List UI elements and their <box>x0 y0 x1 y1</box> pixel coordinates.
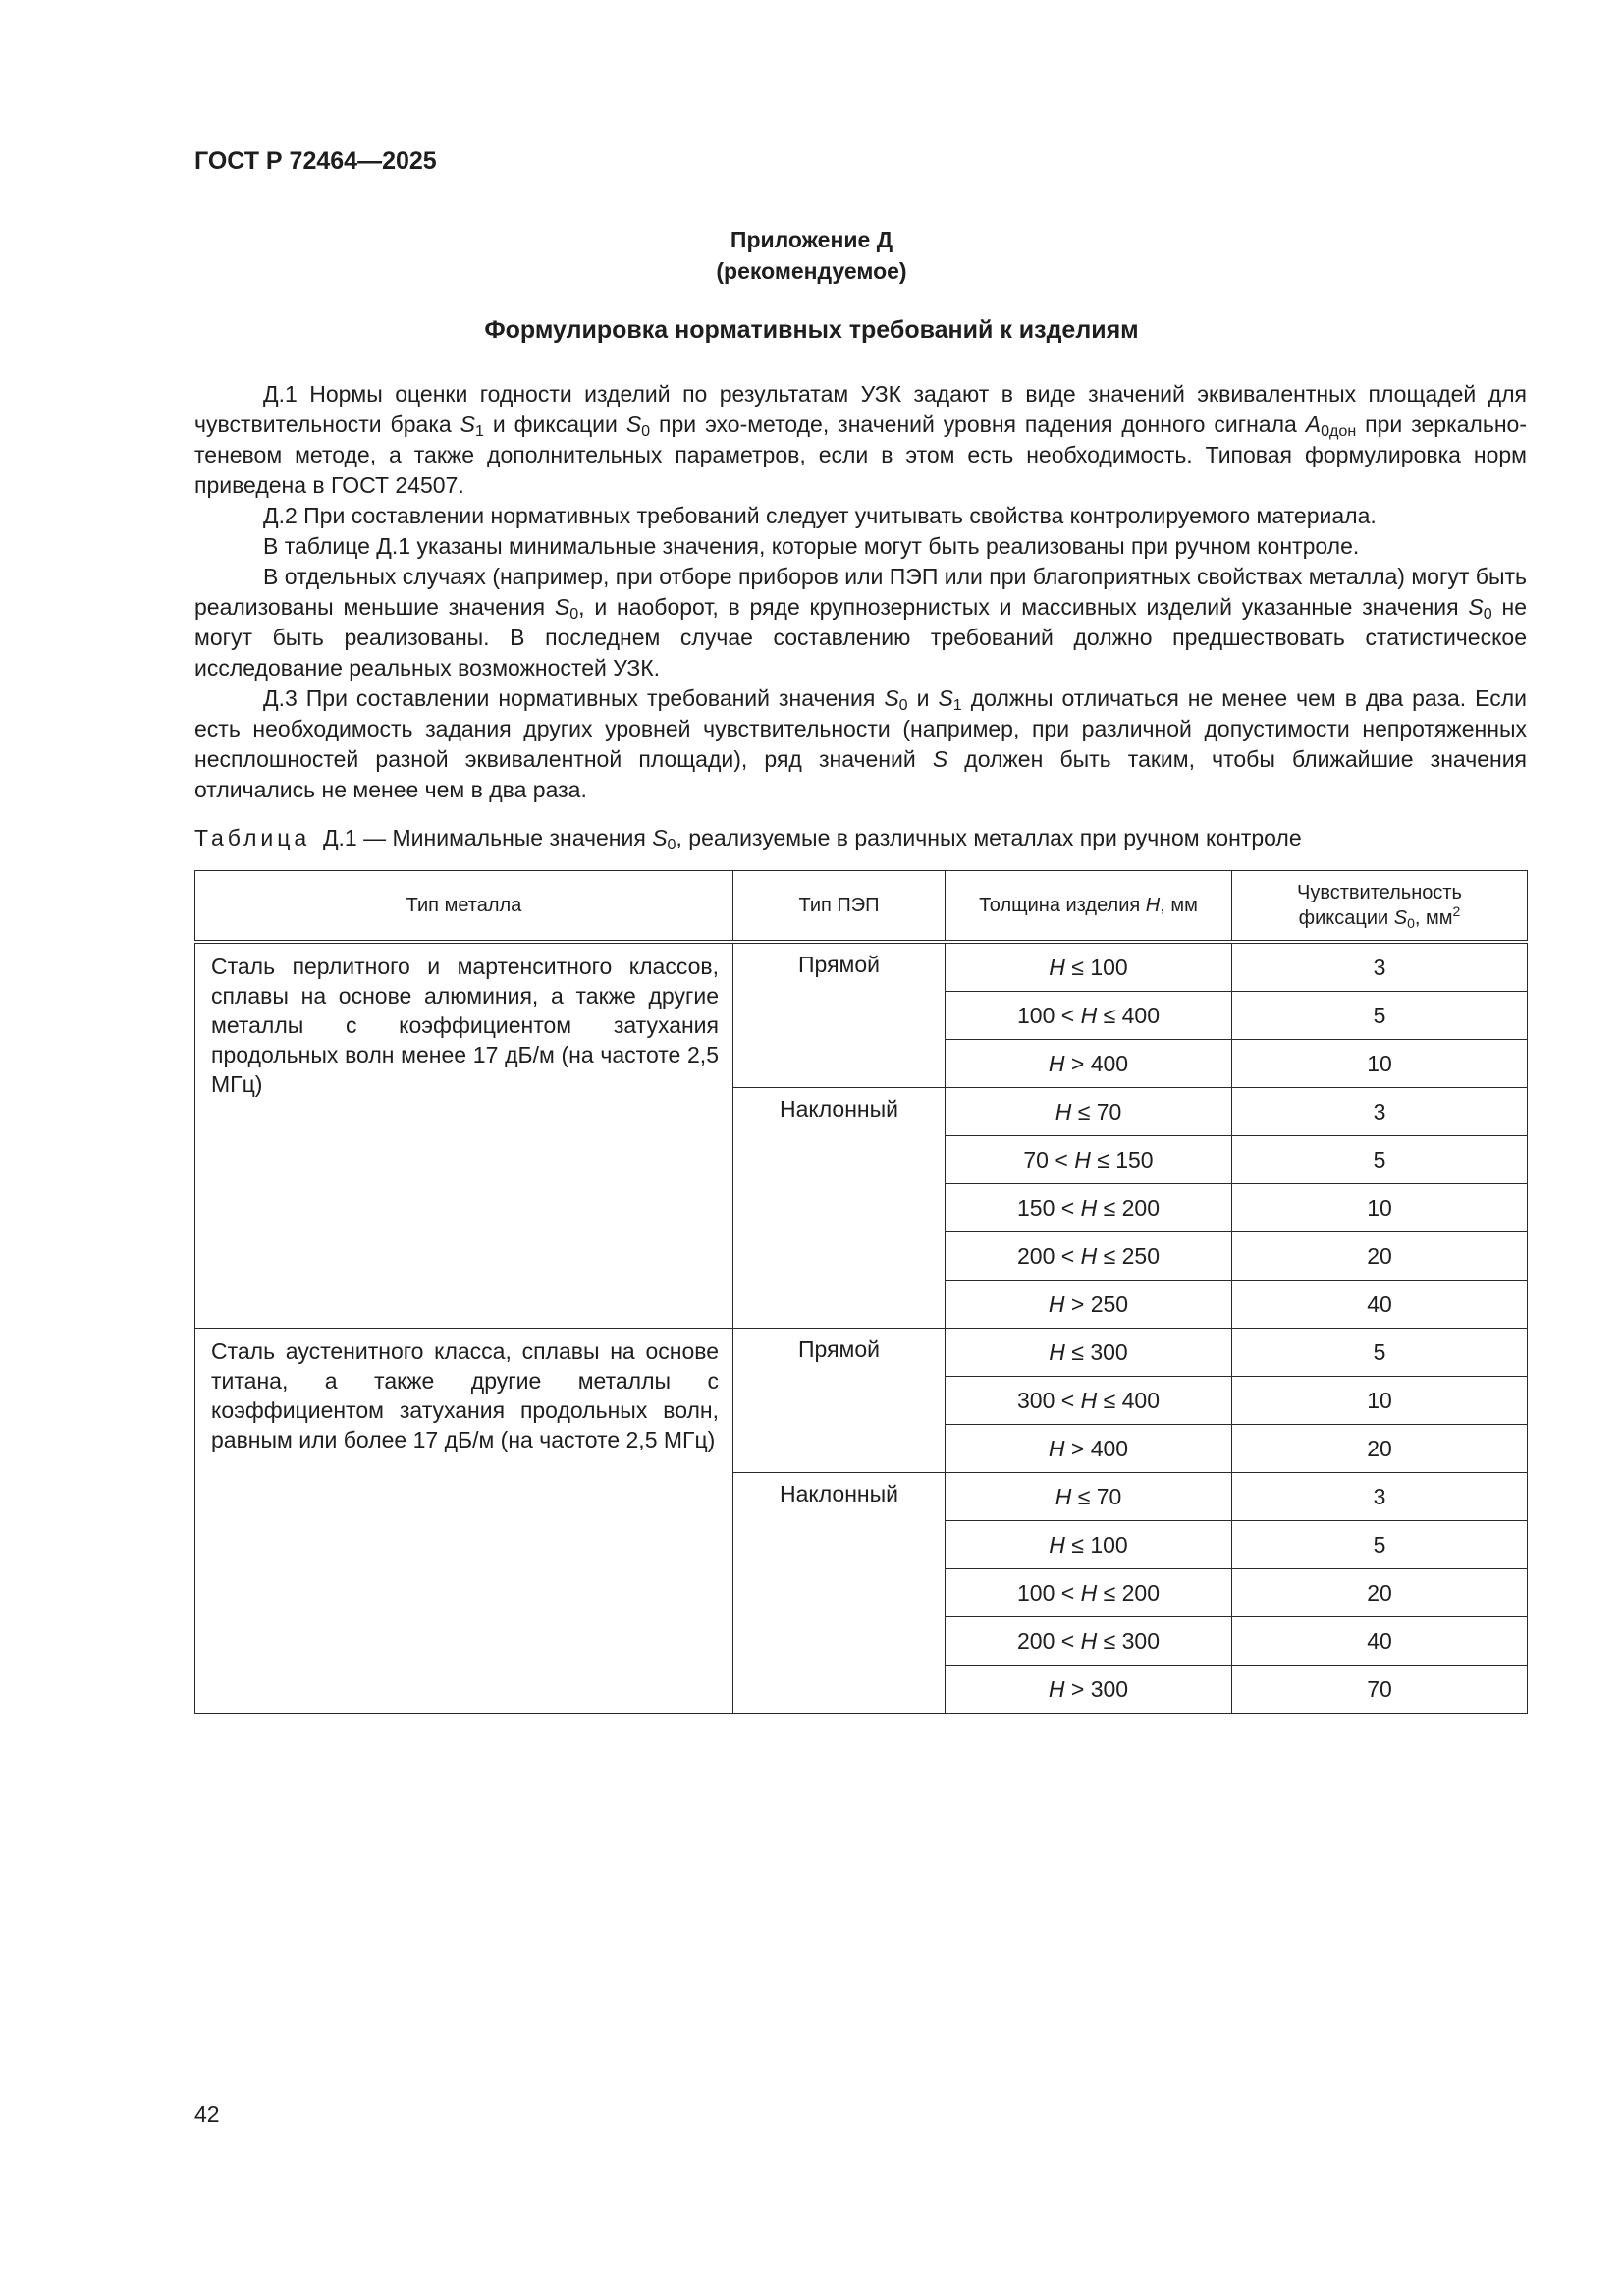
symbol: S <box>938 685 953 711</box>
text-run: 200 < <box>1017 1242 1081 1269</box>
symbol: H <box>1048 1675 1065 1702</box>
sensitivity-value-cell: 20 <box>1232 1425 1528 1473</box>
probe-type-cell: Наклонный <box>733 1088 946 1329</box>
subscript: 0дон <box>1321 422 1357 440</box>
subscript: 0 <box>1483 605 1492 623</box>
symbol: H <box>1049 954 1065 980</box>
table-caption-label: Таблица <box>194 825 311 850</box>
symbol: A <box>1305 411 1322 437</box>
text-run: 100 < <box>1017 1579 1081 1606</box>
text-run: 150 < <box>1017 1194 1081 1221</box>
symbol: S <box>932 746 948 772</box>
paragraph-d2: Д.2 При составлении нормативных требований следует учитывать свойства контролируемого материала. <box>263 503 1377 528</box>
symbol: H <box>1080 1194 1098 1221</box>
text-run: В отдельных случаях (например, при отборе приборов или ПЭП или при благоприятных свойствах металла) могут быть реализованы меньшие значения <box>194 564 1527 620</box>
text-run: фиксации <box>1298 907 1394 929</box>
header-sensitivity <box>1232 871 1528 943</box>
probe-type-cell: Прямой <box>733 1329 946 1473</box>
thickness-cell <box>946 1136 1232 1184</box>
text-run: > 300 <box>1064 1675 1129 1702</box>
text-run: Д.3 При составлении нормативных требований значения <box>263 685 885 711</box>
metal-type-cell: Сталь перлитного и мартенситного классов, сплавы на основе алюминия, а также другие металлы с коэффициентом затухания продольных волн менее 17 дБ/м (на частоте 2,5 МГц) <box>195 942 733 1329</box>
symbol: H <box>1055 1483 1072 1509</box>
text-run: и фиксации <box>483 411 626 437</box>
thickness-cell <box>946 1040 1232 1088</box>
thickness-cell <box>946 1521 1232 1569</box>
subscript: 1 <box>474 422 484 440</box>
symbol: H <box>1074 1146 1091 1173</box>
symbol: S <box>554 594 570 620</box>
text-run: ≤ 400 <box>1097 1387 1160 1413</box>
thickness-cell <box>946 1569 1232 1617</box>
subscript: 0 <box>898 696 908 714</box>
symbol: S <box>1468 594 1484 620</box>
paragraph-d3 <box>194 683 1527 805</box>
subscript: 0 <box>569 605 579 623</box>
header-probe-type: Тип ПЭП <box>733 871 946 943</box>
sensitivity-value-cell: 10 <box>1232 1377 1528 1425</box>
annex-status: (рекомендуемое) <box>716 258 907 284</box>
text-run: Д.1 Нормы оценки годности изделий по результатам УЗК задают в виде значений эквивалентных площадей для чувствительности брака <box>194 381 1527 437</box>
symbol: H <box>1048 1050 1065 1076</box>
text-run: при зеркально-теневом методе, а также дополнительных параметров, если в этом есть необходимость. Типовая формулировка норм приведена в ГОСТ 24507. <box>194 411 1527 498</box>
sensitivity-value-cell: 5 <box>1232 1136 1528 1184</box>
symbol: S <box>1393 907 1408 929</box>
symbol: S <box>884 685 899 711</box>
symbol: H <box>1080 1579 1098 1606</box>
header-thickness <box>946 871 1232 943</box>
sensitivity-value-cell: 10 <box>1232 1184 1528 1232</box>
text-run: > 400 <box>1064 1050 1129 1076</box>
text-run: , мм <box>1160 895 1198 916</box>
sensitivity-value-cell: 3 <box>1232 942 1528 992</box>
sensitivity-value-cell: 3 <box>1232 1088 1528 1136</box>
thickness-cell <box>946 942 1232 992</box>
paragraph-d1 <box>194 379 1527 501</box>
sensitivity-value-cell: 3 <box>1232 1473 1528 1521</box>
text-run: при эхо-методе, значений уровня падения донного сигнала <box>650 411 1306 437</box>
thickness-cell <box>946 1666 1232 1714</box>
symbol: H <box>1049 1339 1065 1365</box>
thickness-cell <box>946 1617 1232 1666</box>
thickness-cell <box>946 992 1232 1040</box>
table-caption <box>194 825 1302 851</box>
table-body <box>195 942 1528 1714</box>
symbol: S <box>460 411 475 437</box>
header-metal-type: Тип металла <box>195 871 733 943</box>
text-run: Чувствительность <box>1297 882 1462 903</box>
text-run: ≤ 70 <box>1071 1098 1122 1124</box>
text-run: Толщина изделия <box>979 895 1146 916</box>
table-row <box>195 942 1528 992</box>
text-run: 100 < <box>1017 1002 1081 1028</box>
sensitivity-value-cell: 40 <box>1232 1617 1528 1666</box>
symbol: H <box>1055 1098 1072 1124</box>
paragraph-table-ref: В таблице Д.1 указаны минимальные значения, которые могут быть реализованы при ручном контроле. <box>263 533 1360 559</box>
subscript: 1 <box>952 696 962 714</box>
text-run: не могут быть реализованы. В последнем случае составлению требований должно предшествовать статистическое исследование реальных возможностей УЗК. <box>194 594 1527 681</box>
text-run: ≤ 300 <box>1064 1339 1128 1365</box>
symbol: S <box>652 825 668 850</box>
annex-heading <box>0 224 1623 287</box>
subscript: 0 <box>1407 915 1415 931</box>
symbol: H <box>1080 1002 1098 1028</box>
sensitivity-value-cell: 5 <box>1232 1329 1528 1377</box>
subscript: 0 <box>667 836 676 853</box>
thickness-cell <box>946 1473 1232 1521</box>
text-run: > 400 <box>1064 1435 1129 1461</box>
metal-type-cell: Сталь аустенитного класса, сплавы на основе титана, а также другие металлы с коэффициентом затухания продольных волн, равным или более 17 дБ/м (на частоте 2,5 МГц) <box>195 1329 733 1714</box>
thickness-cell <box>946 1281 1232 1329</box>
table-header-row <box>195 871 1528 943</box>
text-run: ≤ 150 <box>1090 1146 1154 1173</box>
text-run: ≤ 100 <box>1064 954 1128 980</box>
symbol: H <box>1080 1242 1098 1269</box>
text-run: должен быть таким, чтобы ближайшие значения отличались не менее чем в два раза. <box>194 746 1527 802</box>
annex-body <box>194 379 1527 805</box>
thickness-cell <box>946 1232 1232 1281</box>
probe-type-cell: Прямой <box>733 942 946 1088</box>
symbol: H <box>1048 1435 1065 1461</box>
text-run: 70 < <box>1023 1146 1075 1173</box>
text-run: > 250 <box>1064 1290 1129 1317</box>
table-number: Д.1 <box>322 825 357 850</box>
probe-type-cell: Наклонный <box>733 1473 946 1714</box>
text-run: ≤ 70 <box>1071 1483 1122 1509</box>
text-run: , реализуемые в различных металлах при ручном контроле <box>676 825 1302 850</box>
text-run: , мм <box>1414 907 1453 929</box>
sensitivity-value-cell: 40 <box>1232 1281 1528 1329</box>
text-run: ≤ 400 <box>1097 1002 1160 1028</box>
symbol: H <box>1048 1290 1065 1317</box>
sensitivity-value-cell: 70 <box>1232 1666 1528 1714</box>
sensitivity-value-cell: 20 <box>1232 1232 1528 1281</box>
superscript: 2 <box>1452 903 1461 919</box>
text-run: ≤ 200 <box>1097 1579 1160 1606</box>
symbol: S <box>625 411 642 437</box>
thickness-cell <box>946 1088 1232 1136</box>
page-number: 42 <box>194 2102 220 2127</box>
text-run: и <box>907 685 939 711</box>
text-run: 200 < <box>1017 1627 1081 1654</box>
symbol: H <box>1145 895 1161 916</box>
sensitivity-value-cell: 10 <box>1232 1040 1528 1088</box>
sensitivity-value-cell: 5 <box>1232 992 1528 1040</box>
annex-title: Формулировка нормативных требований к изделиям <box>484 316 1139 344</box>
text-run: , и наоборот, в ряде крупнозернистых и массивных изделий указанные значения <box>578 594 1469 620</box>
symbol: H <box>1080 1627 1098 1654</box>
text-run: 300 < <box>1017 1387 1081 1413</box>
sensitivity-value-cell: 5 <box>1232 1521 1528 1569</box>
subscript: 0 <box>641 422 651 440</box>
document-header: ГОСТ Р 72464—2025 <box>194 147 437 175</box>
text-run: ≤ 300 <box>1097 1627 1160 1654</box>
sensitivity-table <box>194 870 1528 1714</box>
text-run: ≤ 200 <box>1097 1194 1160 1221</box>
table-row <box>195 1329 1528 1377</box>
thickness-cell <box>946 1425 1232 1473</box>
text-run: ≤ 100 <box>1064 1531 1128 1558</box>
text-run: ≤ 250 <box>1097 1242 1160 1269</box>
paragraph-special-cases <box>194 562 1527 683</box>
sensitivity-value-cell: 20 <box>1232 1569 1528 1617</box>
thickness-cell <box>946 1184 1232 1232</box>
annex-label: Приложение Д <box>730 227 893 252</box>
symbol: H <box>1080 1387 1098 1413</box>
thickness-cell <box>946 1329 1232 1377</box>
text-run: должны отличаться не менее чем в два раза. Если есть необходимость задания других уровней чувствительности (например, при различной допустимости непротяженных несплошностей разной эквивалентной площади), ряд значений <box>194 685 1528 772</box>
symbol: H <box>1049 1531 1065 1558</box>
text-run: — Минимальные значения <box>356 825 653 850</box>
thickness-cell <box>946 1377 1232 1425</box>
